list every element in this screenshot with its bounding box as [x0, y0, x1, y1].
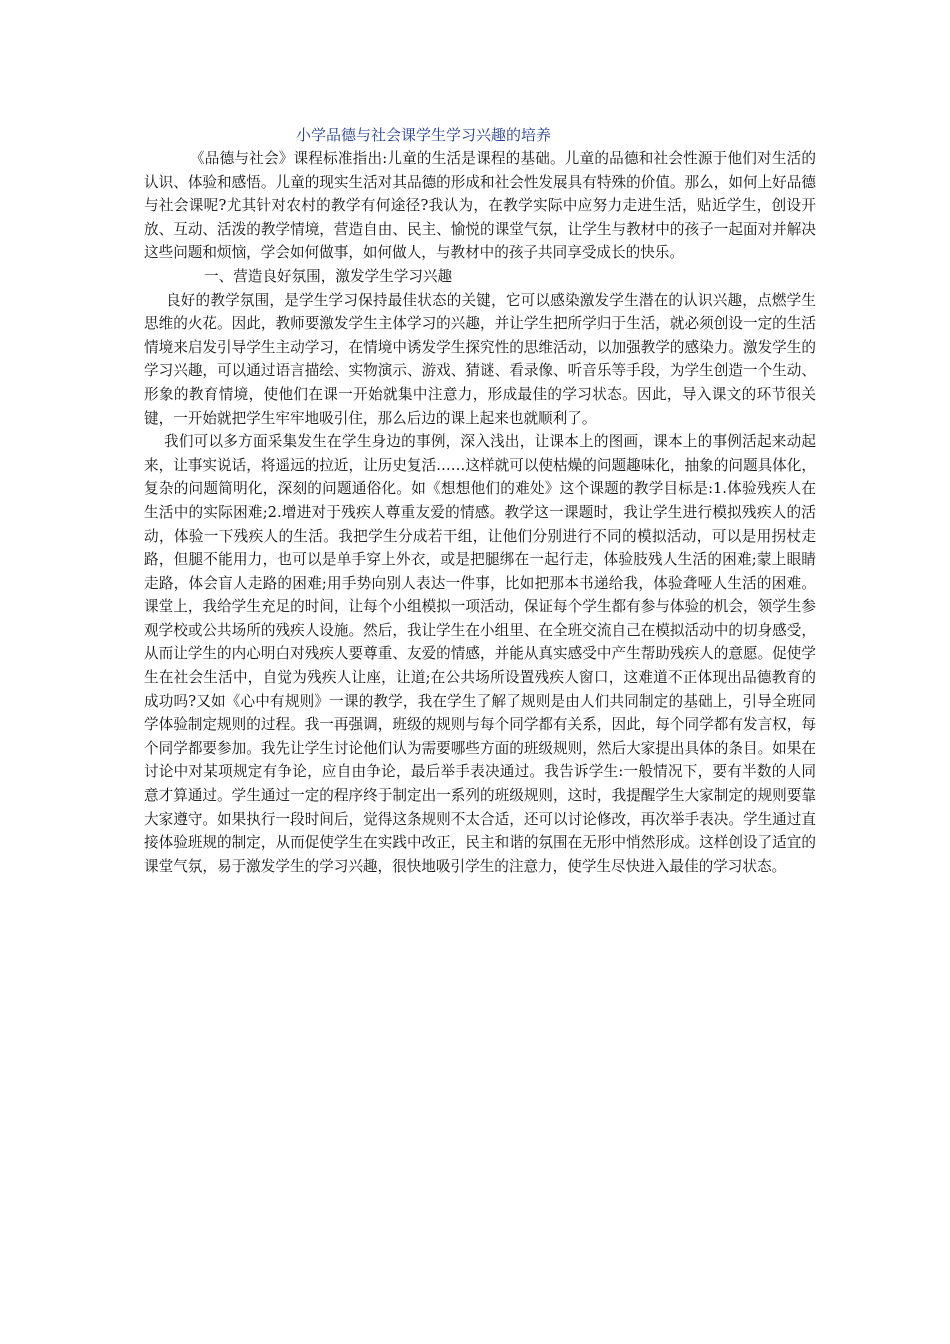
body-paragraph-1: 良好的教学氛围，是学生学习保持最佳状态的关键，它可以感染激发学生潜在的认识兴趣，点燃学生思维的火花。因此，教师要激发学生主体学习的兴趣，并让学生把所学归于生活，就必须创设一定的生活情境来启发引导学生主动学习，在情境中诱发学生探究性的思维活动，以加强教学的感染力。激发学生的学习兴趣，可以通过语言描绘、实物演示、游戏、猜谜、看录像、听音乐等手段，为学生创造一个生动、形象的教育情境，使他们在课一开始就集中注意力，形成最佳的学习状态。因此，导入课文的环节很关键，一开始就把学生牢牢地吸引住，那么后边的课上起来也就顺利了。 [144, 291, 816, 427]
document-body [144, 124, 816, 878]
document-title: 小学品德与社会课学生学习兴趣的培养 [296, 126, 552, 144]
body-paragraph-2: 我们可以多方面采集发生在学生身边的事例，深入浅出，让课本上的图画，课本上的事例活起来动起来，让事实说话，将遥远的拉近，让历史复活……这样就可以使枯燥的问题趣味化，抽象的问题具体化，复杂的问题简明化，深刻的问题通俗化。如《想想他们的难处》这个课题的教学目标是:1.体验残疾人在生活中的实际困难;2.增进对于残疾人尊重友爱的情感。教学这一课题时，我让学生进行模拟残疾人的活动，体验一下残疾人的生活。我把学生分成若干组，让他们分别进行不同的模拟活动，可以是用拐杖走路，但腿不能用力，也可以是单手穿上外衣，或是把腿绑在一起行走，体验肢残人生活的困难;蒙上眼睛走路，体会盲人走路的困难;用手势向别人表达一件事，比如把那本书递给我，体验聋哑人生活的困难。课堂上，我给学生充足的时间，让每个小组模拟一项活动，保证每个学生都有参与体验的机会，领学生参观学校或公共场所的残疾人设施。然后，我让学生在小组里、在全班交流自己在模拟活动中的切身感受，从而让学生的内心明白对残疾人要尊重、友爱的情感，并能从真实感受中产生帮助残疾人的意愿。促使学生在社会生活中，自觉为残疾人让座，让道;在公共场所设置残疾人窗口，这难道不正体现出品德教育的成功吗?又如《心中有规则》一课的教学，我在学生了解了规则是由人们共同制定的基础上，引导全班同学体验制定规则的过程。我一再强调，班级的规则与每个同学都有关系，因此，每个同学都有发言权，每个同学都要参加。我先让学生讨论他们认为需要哪些方面的班级规则，然后大家提出具体的条目。如果在讨论中对某项规定有争论，应自由争论，最后举手表决通过。我告诉学生:一般情况下，要有半数的人同意才算通过。学生通过一定的程序终于制定出一系列的班级规则，这时，我提醒学生大家制定的规则要靠大家遵守。如果执行一段时间后，觉得这条规则不太合适，还可以讨论修改，再次举手表决。学生通过直接体验班规的制定，从而促使学生在实践中改正，民主和谐的氛围在无形中悄然形成。这样创设了适宜的课堂气氛，易于激发学生的学习兴趣，很快地吸引学生的注意力，使学生尽快进入最佳的学习状态。 [144, 433, 816, 875]
section-heading: 一、营造良好氛围，激发学生学习兴趣 [204, 267, 453, 285]
intro-paragraph: 《品德与社会》课程标准指出:儿童的生活是课程的基础。儿童的品德和社会性源于他们对生活的认识、体验和感悟。儿童的现实生活对其品德的形成和社会性发展具有特殊的价值。那么，如何上好品德与社会课呢?尤其针对农村的教学有何途径?我认为，在教学实际中应努力走进生活，贴近学生，创设开放、互动、活泼的教学情境，营造自由、民主、愉悦的课堂气氛，让学生与教材中的孩子一起面对并解决这些问题和烦恼，学会如何做事，如何做人，与教材中的孩子共同享受成长的快乐。 [144, 150, 816, 262]
